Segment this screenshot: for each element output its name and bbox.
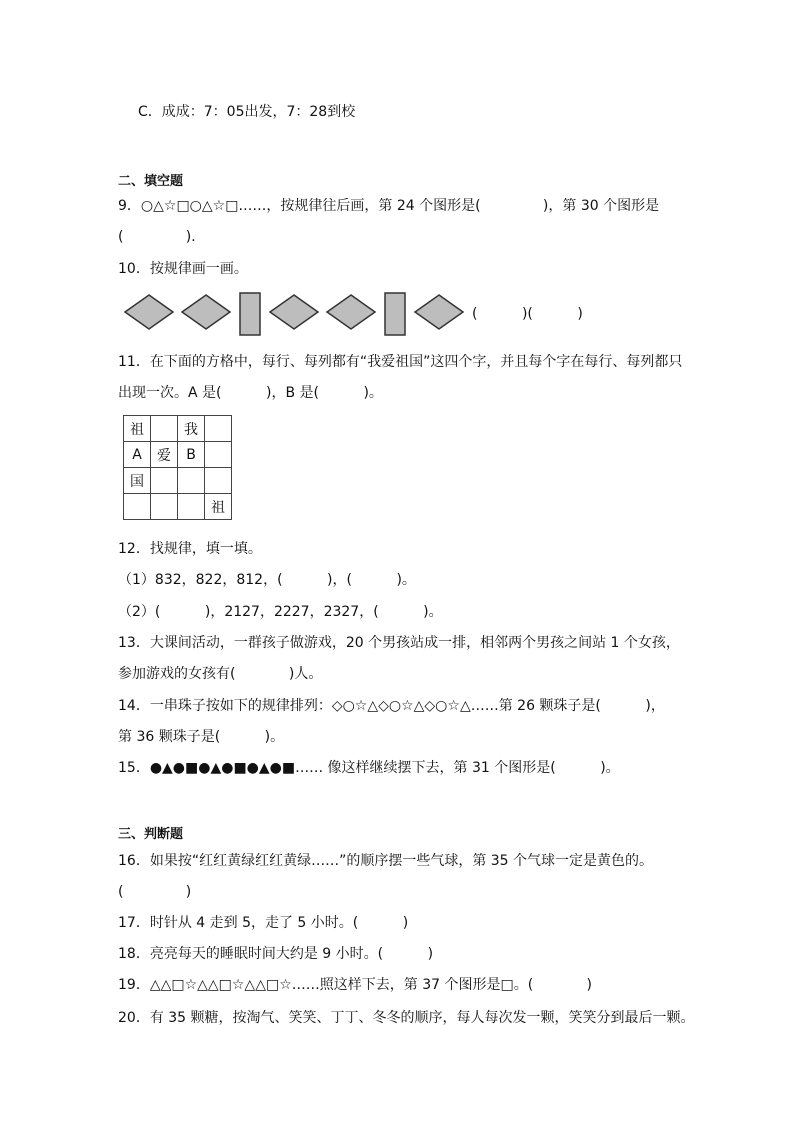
- grid-row: [124, 442, 232, 468]
- rectangle-shape: [383, 292, 407, 336]
- grid-cell: 祖: [124, 416, 151, 442]
- q16-line2: ( ): [118, 884, 192, 900]
- q13-line2: 参加游戏的女孩有( )人。: [118, 666, 323, 682]
- grid-row: [124, 494, 232, 520]
- q15-text: 15．●▲●■●▲●■●▲●■…… 像这样继续摆下去，第 31 个图形是( )。: [118, 760, 620, 776]
- grid-cell: [205, 468, 232, 494]
- diamond-shape: [324, 292, 378, 332]
- q14-line2: 第 36 颗珠子是( )。: [118, 729, 285, 745]
- diamond-shape: [267, 292, 321, 332]
- grid-cell: A: [124, 442, 151, 468]
- grid-cell: 祖: [205, 494, 232, 520]
- q10-answer-blanks[interactable]: ( )( ): [472, 306, 583, 322]
- diamond-shape: [122, 292, 176, 332]
- q13-line1: 13．大课间活动，一群孩子做游戏，20 个男孩站成一排，相邻两个男孩之间站 1 个女孩，: [118, 635, 680, 651]
- grid-cell: [151, 416, 178, 442]
- q9-line2: ( )．: [118, 229, 206, 245]
- q18-text: 18．亮亮每天的睡眠时间大约是 9 小时。( ): [118, 946, 434, 962]
- grid-row: [124, 468, 232, 494]
- q12-part1: （1）832，822，812，( )，( )。: [118, 572, 416, 588]
- q12-part2: （2）( )，2127，2227，2327，( )。: [118, 604, 443, 620]
- grid-row: [124, 416, 232, 442]
- q10-pattern: [122, 292, 682, 336]
- section-true-false-title: 三、判断题: [118, 827, 184, 842]
- q11-line1: 11．在下面的方格中，每行、每列都有“我爱祖国”这四个字，并且每个字在每行、每列都只: [118, 354, 683, 370]
- grid-cell: 爱: [151, 442, 178, 468]
- q11-line2: 出现一次。A 是( )，B 是( )。: [118, 385, 383, 401]
- q12-text: 12．找规律，填一填。: [118, 541, 262, 557]
- diamond-shape: [412, 292, 466, 332]
- rectangle-shape: [238, 292, 262, 336]
- q17-text: 17．时针从 4 走到 5，走了 5 小时。( ): [118, 915, 409, 931]
- grid-cell: 国: [124, 468, 151, 494]
- grid-cell: [205, 442, 232, 468]
- grid-cell: [178, 468, 205, 494]
- q11-grid: [123, 415, 232, 520]
- grid-cell: [151, 494, 178, 520]
- q14-line1: 14．一串珠子按如下的规律排列：◇○☆△◇○☆△◇○☆△……第 26 颗珠子是( )，: [118, 698, 665, 714]
- q20-text: 20．有 35 颗糖，按淘气、笑笑、丁丁、冬冬的顺序，每人每次发一颗，笑笑分到最后一颗。: [118, 1010, 695, 1026]
- q9-line1: 9．○△☆□○△☆□……，按规律往后画，第 24 个图形是( )，第 30 个图形是: [118, 198, 660, 214]
- grid-cell: B: [178, 442, 205, 468]
- prev-option-c: C．成成：7：05出发，7：28到校: [138, 104, 356, 120]
- grid-cell: [124, 494, 151, 520]
- q10-text: 10．按规律画一画。: [118, 261, 248, 277]
- q16-line1: 16．如果按“红红黄绿红红黄绿……”的顺序摆一些气球，第 35 个气球一定是黄色的。: [118, 853, 654, 869]
- section-fill-blank-title: 二、填空题: [118, 174, 184, 189]
- grid-cell: [205, 416, 232, 442]
- grid-cell: [151, 468, 178, 494]
- diamond-shape: [179, 292, 233, 332]
- grid-cell: 我: [178, 416, 205, 442]
- grid-cell: [178, 494, 205, 520]
- q19-text: 19．△△□☆△△□☆△△□☆……照这样下去，第 37 个图形是□。( ): [118, 977, 593, 993]
